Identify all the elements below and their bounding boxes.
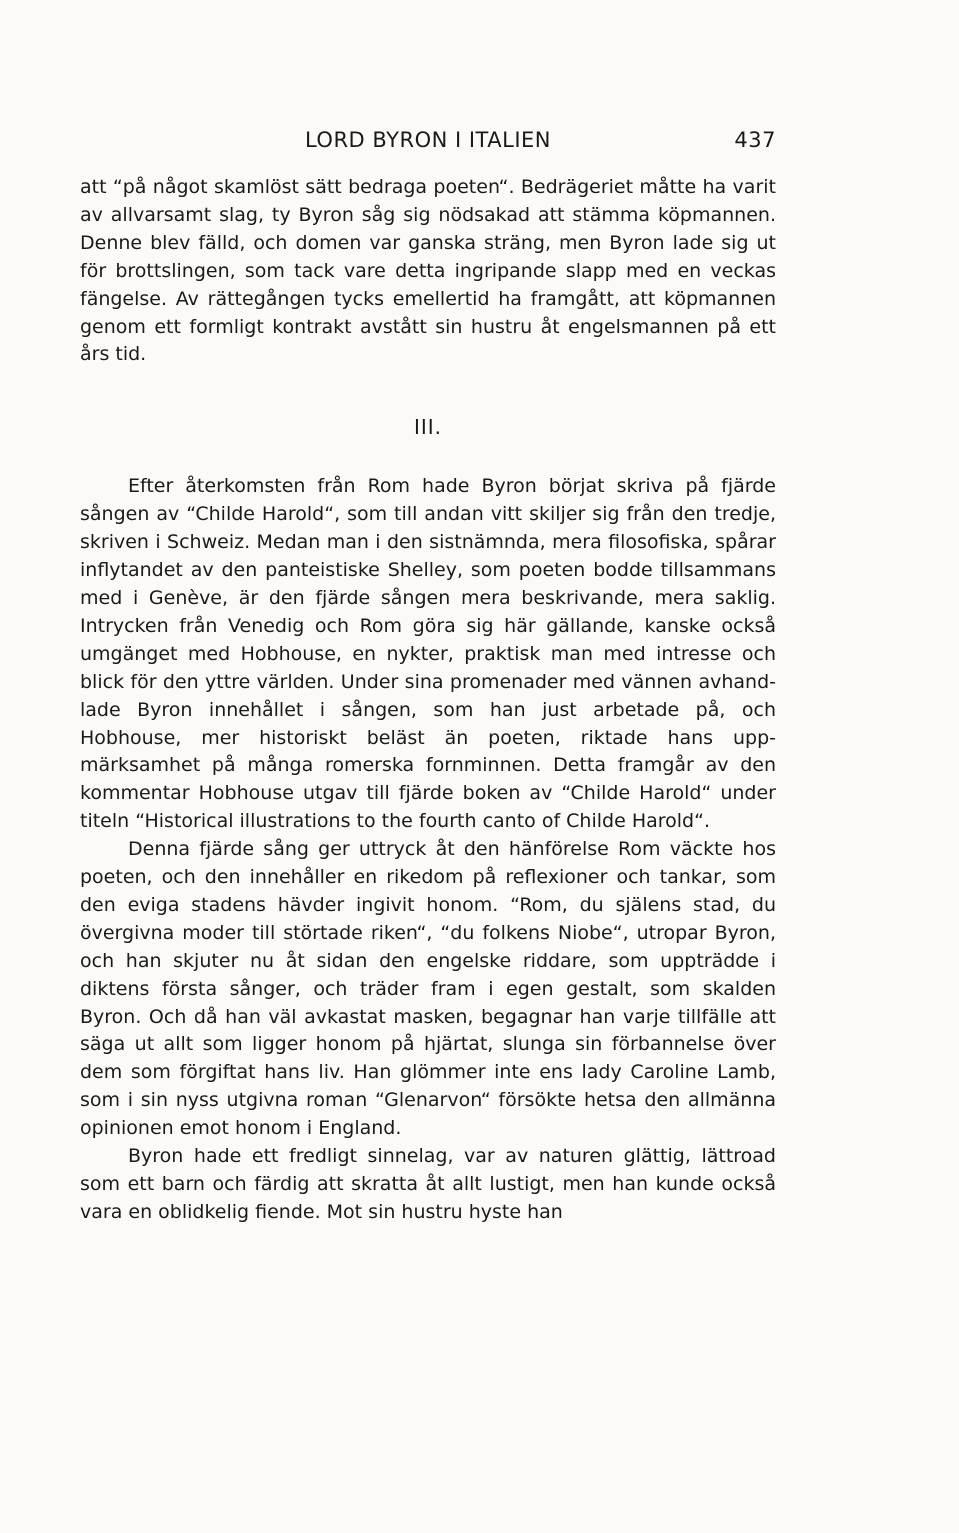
paragraph: Efter återkomsten från Rom hade Byron börjat skriva på fjärde sången av “Childe Harold“, som till andan vitt skiljer sig från den tredje, skriven i Schweiz. Medan man i den sistnämnda, mera filosofiska, spårar inflytandet av den panteistiske Shelley, som poeten bodde tillsammans med i Genève, är den fjärde sången mera beskrivande, mera saklig. Intrycken från Venedig och Rom göra sig här gällande, kanske också umgänget med Hobhouse, en nykter, praktisk man med intresse och blick för den yttre världen. Under sina promenader med vännen avhandlade Byron innehållet i sången, som han just arbetade på, och Hobhouse, mer historiskt beläst än poeten, riktade hans uppmärksamhet på många romerska fornminnen. Detta framgår av den kommentar Hobhouse utgav till fjärde boken av “Childe Harold“ under titeln “Historical illustrations to the fourth canto of Childe Harold“. <box>80 475 776 833</box>
book-page <box>80 128 776 1227</box>
paragraph-continued: att “på något skamlöst sätt bedraga poeten“. Bedrägeriet måtte ha varit av allvarsamt slag, ty Byron såg sig nödsakad att stämma köpmannen. Denne blev fälld, och domen var ganska sträng, men Byron lade sig ut för brottslingen, som tack vare detta ingripande slapp med en veckas fängelse. Av rättegången tycks emellertid ha framgått, att köpmannen genom ett formligt kontrakt avstått sin hustru åt engelsmannen på ett års tid. <box>80 176 776 366</box>
section-heading: III. <box>413 415 443 440</box>
paragraph: Denna fjärde sång ger uttryck åt den hänförelse Rom väckte hos poeten, och den innehåller en rikedom på reflexioner och tankar, som den eviga stadens hävder ingivit honom. “Rom, du själens stad, du övergivna moder till störtade riken“, “du folkens Niobe“, utropar Byron, och han skjuter nu åt sidan den engelske riddare, som uppträdde i diktens första sånger, och träder fram i egen gestalt, som skalden Byron. Och då han väl avkastat masken, begagnar han varje tillfälle att säga ut allt som ligger honom på hjärtat, slunga sin förbannelse över dem som förgiftat hans liv. Han glömmer inte ens lady Caroline Lamb, som i sin nyss utgivna roman “Glenarvon“ försökte hetsa den allmänna opinionen emot honom i England. <box>80 838 776 1140</box>
running-title: LORD BYRON I ITALIEN <box>304 128 551 152</box>
page-number: 437 <box>734 128 776 152</box>
paragraph: Byron hade ett fredligt sinnelag, var av naturen glättig, lättroad som ett barn och färdig att skratta åt allt lustigt, men han kunde också vara en oblidkelig fiende. Mot sin hustru hyste han <box>80 1145 776 1223</box>
running-head <box>80 128 776 160</box>
